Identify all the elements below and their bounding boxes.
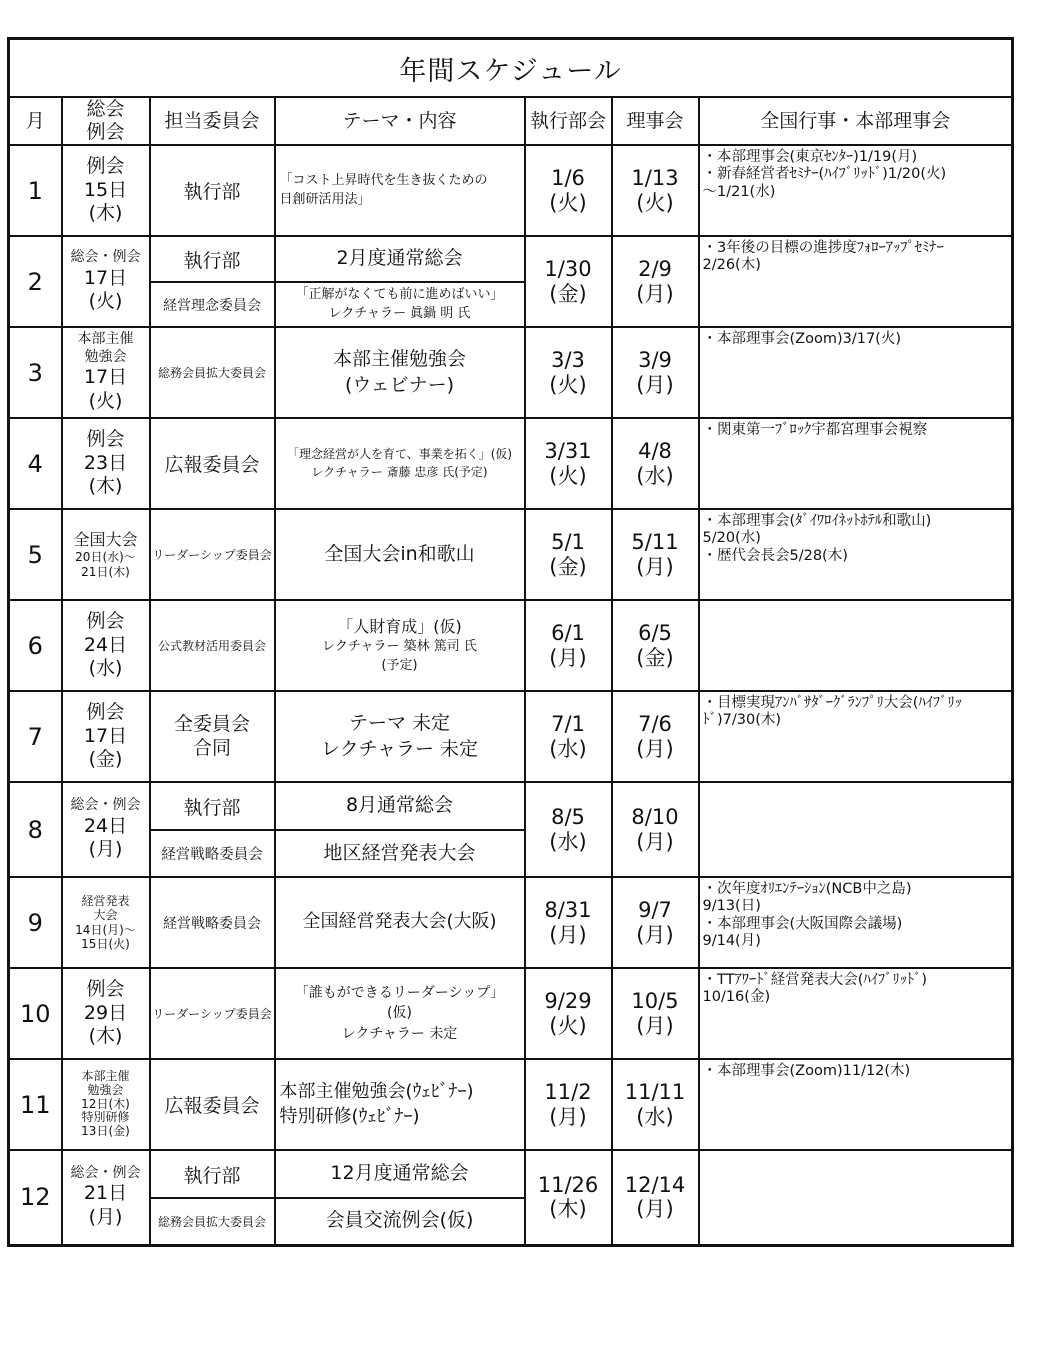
theme-cell: 会員交流例会(仮) — [275, 1198, 525, 1245]
committee-cell: リーダーシップ委員会 — [150, 509, 275, 600]
board-date: 7/6 (月) — [612, 691, 699, 782]
month-row-10 — [9, 968, 1013, 1059]
national-events — [699, 782, 1013, 877]
board-date: 11/11 (水) — [612, 1059, 699, 1150]
exec-date: 3/3 (火) — [525, 327, 612, 418]
header-theme: テーマ・内容 — [275, 97, 525, 145]
committee-cell: 執行部 — [150, 782, 275, 830]
meeting-cell: 例会 15日 (木) — [62, 145, 150, 236]
exec-date: 8/31 (月) — [525, 877, 612, 968]
meeting-cell: 総会・例会 24日 (月) — [62, 782, 150, 877]
exec-date: 11/2 (月) — [525, 1059, 612, 1150]
committee-cell: リーダーシップ委員会 — [150, 968, 275, 1059]
exec-date: 1/30 (金) — [525, 236, 612, 327]
header-exec: 執行部会 — [525, 97, 612, 145]
theme-cell: 「理念経営が人を育て、事業を拓く」(仮) レクチャラー 斎藤 忠彦 氏(予定) — [275, 418, 525, 509]
board-date: 6/5 (金) — [612, 600, 699, 691]
month-number: 3 — [9, 327, 62, 418]
committee-cell: 総務会員拡大委員会 — [150, 1198, 275, 1245]
committee-cell: 経営理念委員会 — [150, 282, 275, 327]
board-date: 8/10 (月) — [612, 782, 699, 877]
month-number: 10 — [9, 968, 62, 1059]
theme-cell: 地区経営発表大会 — [275, 830, 525, 877]
theme-cell: 「人財育成」(仮) レクチャラー 築林 篤司 氏 (予定) — [275, 600, 525, 691]
month-number: 9 — [9, 877, 62, 968]
national-events: ・本部理事会(Zoom)11/12(木) — [699, 1059, 1013, 1150]
header-board: 理事会 — [612, 97, 699, 145]
header-meeting: 総会 例会 — [62, 97, 150, 145]
exec-date: 11/26 (木) — [525, 1150, 612, 1245]
header-month: 月 — [9, 97, 62, 145]
exec-date: 6/1 (月) — [525, 600, 612, 691]
committee-cell: 経営戦略委員会 — [150, 877, 275, 968]
month-row-9 — [9, 877, 1013, 968]
header-row — [9, 97, 1013, 145]
month-number: 7 — [9, 691, 62, 782]
schedule-title: 年間スケジュール — [9, 39, 1013, 98]
exec-date: 7/1 (水) — [525, 691, 612, 782]
national-events: ・本部理事会(ﾀﾞｲﾜﾛｲﾈｯﾄﾎﾃﾙ和歌山) 5/20(水) ・歴代会長会5/28(木) — [699, 509, 1013, 600]
committee-cell: 執行部 — [150, 236, 275, 282]
exec-date: 1/6 (火) — [525, 145, 612, 236]
national-events: ・目標実現ｱﾝﾊﾞｻﾀﾞｰｸﾞﾗﾝﾌﾟﾘ大会(ﾊｲﾌﾞﾘｯ ﾄﾞ)7/30(木) — [699, 691, 1013, 782]
theme-cell: 2月度通常総会 — [275, 236, 525, 282]
month-number: 1 — [9, 145, 62, 236]
month-number: 8 — [9, 782, 62, 877]
board-date: 2/9 (月) — [612, 236, 699, 327]
header-national: 全国行事・本部理事会 — [699, 97, 1013, 145]
national-events: ・関東第一ﾌﾞﾛｯｸ宇都宮理事会視察 — [699, 418, 1013, 509]
meeting-cell: 本部主催 勉強会 17日 (火) — [62, 327, 150, 418]
annual-schedule-table — [7, 37, 1014, 1247]
committee-cell: 公式教材活用委員会 — [150, 600, 275, 691]
month-row-7 — [9, 691, 1013, 782]
month-row-3 — [9, 327, 1013, 418]
month-number: 2 — [9, 236, 62, 327]
theme-cell: 「正解がなくても前に進めばいい」 レクチャラー 眞鍋 明 氏 — [275, 282, 525, 327]
month-row-2 — [9, 236, 1013, 282]
committee-cell: 執行部 — [150, 145, 275, 236]
month-row-12 — [9, 1150, 1013, 1198]
theme-cell: 12月度通常総会 — [275, 1150, 525, 1198]
theme-cell: テーマ 未定 レクチャラー 未定 — [275, 691, 525, 782]
meeting-cell: 総会・例会 21日 (月) — [62, 1150, 150, 1245]
board-date: 12/14 (月) — [612, 1150, 699, 1245]
meeting-cell: 例会 29日 (木) — [62, 968, 150, 1059]
national-events: ・次年度ｵﾘｴﾝﾃｰｼｮﾝ(NCB中之島) 9/13(日) ・本部理事会(大阪国際会議場) 9/14(月) — [699, 877, 1013, 968]
board-date: 1/13 (火) — [612, 145, 699, 236]
month-number: 11 — [9, 1059, 62, 1150]
theme-cell: 8月通常総会 — [275, 782, 525, 830]
meeting-cell: 本部主催 勉強会 12日(木) 特別研修 13日(金) — [62, 1059, 150, 1150]
month-row-5 — [9, 509, 1013, 600]
meeting-cell: 総会・例会 17日 (火) — [62, 236, 150, 327]
meeting-cell: 例会 17日 (金) — [62, 691, 150, 782]
committee-cell: 経営戦略委員会 — [150, 830, 275, 877]
national-events — [699, 1150, 1013, 1245]
national-events — [699, 600, 1013, 691]
theme-cell: 全国経営発表大会(大阪) — [275, 877, 525, 968]
meeting-cell: 全国大会 20日(水)～ 21日(木) — [62, 509, 150, 600]
month-row-4 — [9, 418, 1013, 509]
board-date: 5/11 (月) — [612, 509, 699, 600]
board-date: 9/7 (月) — [612, 877, 699, 968]
exec-date: 9/29 (火) — [525, 968, 612, 1059]
exec-date: 5/1 (金) — [525, 509, 612, 600]
theme-cell: 「コスト上昇時代を生き抜くための 日創研活用法」 — [275, 145, 525, 236]
committee-cell: 広報委員会 — [150, 418, 275, 509]
meeting-cell: 例会 23日 (木) — [62, 418, 150, 509]
national-events: ・TTｱﾜｰﾄﾞ経営発表大会(ﾊｲﾌﾞﾘｯﾄﾞ) 10/16(金) — [699, 968, 1013, 1059]
exec-date: 3/31 (火) — [525, 418, 612, 509]
national-events: ・本部理事会(Zoom)3/17(火) — [699, 327, 1013, 418]
month-row-6 — [9, 600, 1013, 691]
national-events: ・3年後の目標の進捗度ﾌｫﾛｰｱｯﾌﾟｾﾐﾅｰ 2/26(木) — [699, 236, 1013, 327]
board-date: 4/8 (水) — [612, 418, 699, 509]
board-date: 3/9 (月) — [612, 327, 699, 418]
committee-cell: 全委員会 合同 — [150, 691, 275, 782]
theme-cell: 全国大会in和歌山 — [275, 509, 525, 600]
month-row-11 — [9, 1059, 1013, 1150]
board-date: 10/5 (月) — [612, 968, 699, 1059]
month-number: 12 — [9, 1150, 62, 1245]
month-number: 6 — [9, 600, 62, 691]
month-row-8 — [9, 782, 1013, 830]
committee-cell: 総務会員拡大委員会 — [150, 327, 275, 418]
month-number: 4 — [9, 418, 62, 509]
month-row-1 — [9, 145, 1013, 236]
theme-cell: 本部主催勉強会(ｳｪﾋﾞﾅｰ) 特別研修(ｳｪﾋﾞﾅｰ) — [275, 1059, 525, 1150]
theme-cell: 本部主催勉強会 (ウェビナー) — [275, 327, 525, 418]
header-committee: 担当委員会 — [150, 97, 275, 145]
theme-cell: 「誰もができるリーダーシップ」 (仮) レクチャラー 未定 — [275, 968, 525, 1059]
exec-date: 8/5 (水) — [525, 782, 612, 877]
committee-cell: 執行部 — [150, 1150, 275, 1198]
month-number: 5 — [9, 509, 62, 600]
meeting-cell: 経営発表 大会 14日(月)～ 15日(火) — [62, 877, 150, 968]
meeting-cell: 例会 24日 (水) — [62, 600, 150, 691]
committee-cell: 広報委員会 — [150, 1059, 275, 1150]
national-events: ・本部理事会(東京ｾﾝﾀｰ)1/19(月) ・新春経営者ｾﾐﾅｰ(ﾊｲﾌﾞﾘｯﾄﾞ)1/20(火) ～1/21(水) — [699, 145, 1013, 236]
